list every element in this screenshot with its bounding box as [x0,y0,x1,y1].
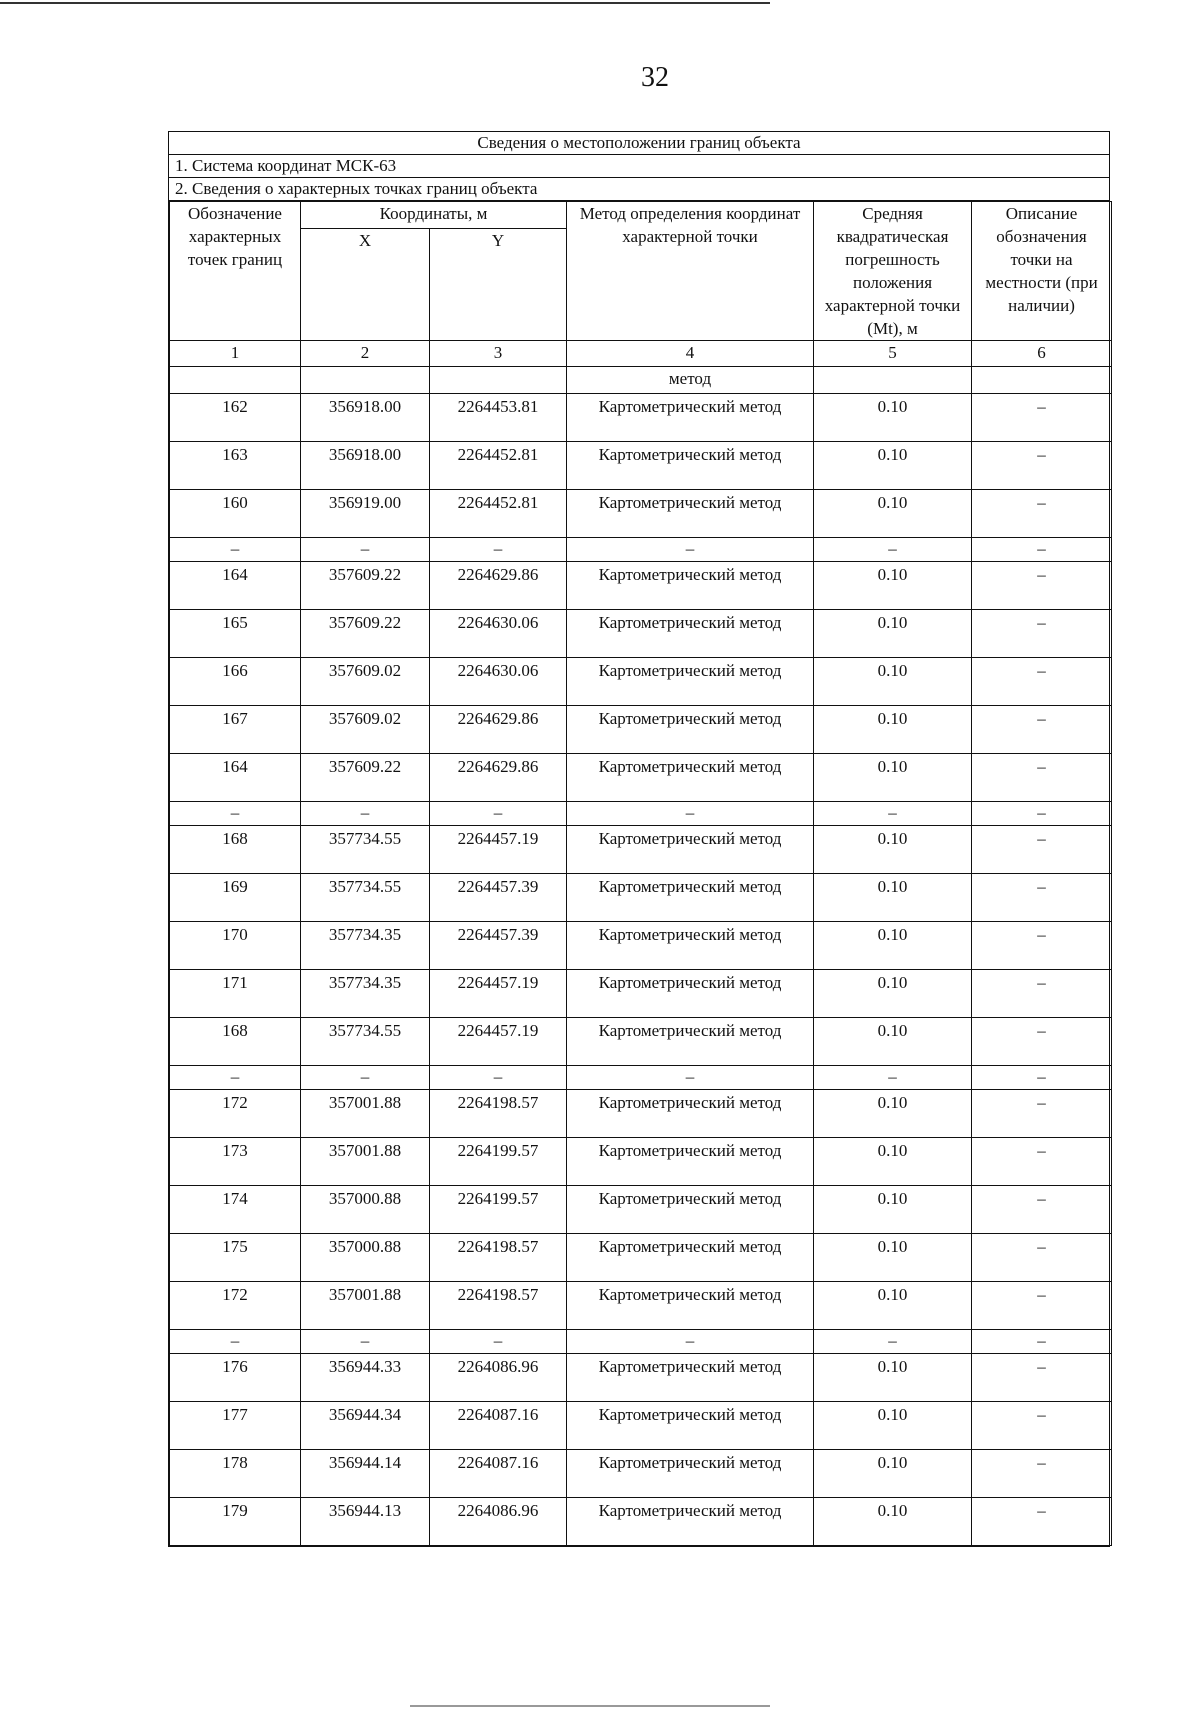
cell-point-id: 168 [170,826,301,874]
column-number: 5 [814,341,972,367]
table-row [170,442,1112,490]
cell-coord-y: – [430,538,567,562]
cell-coord-y: 2264457.39 [430,874,567,922]
cell-method: Картометрический метод [567,1234,814,1282]
sheet-title: Сведения о местоположении границ объекта [169,132,1109,155]
table-row [170,1138,1112,1186]
cell-coord-y: 2264457.39 [430,922,567,970]
cell-coord-x: – [301,802,430,826]
cell-method: Картометрический метод [567,826,814,874]
cell-coord-y: 2264630.06 [430,658,567,706]
cell-method: Картометрический метод [567,1450,814,1498]
cell-coord-x: 357734.35 [301,970,430,1018]
cell-mean-error: 0.10 [814,658,972,706]
cell-method: Картометрический метод [567,394,814,442]
cell-mean-error: 0.10 [814,1138,972,1186]
column-number: 4 [567,341,814,367]
cell-mean-error: 0.10 [814,826,972,874]
cell-point-id: 176 [170,1354,301,1402]
table-row [170,706,1112,754]
cell-coord-x: 357609.22 [301,610,430,658]
table-row [170,1450,1112,1498]
cell-method: Картометрический метод [567,1498,814,1546]
header-x: X [301,229,430,341]
cell-coord-y: 2264630.06 [430,610,567,658]
cell-method: Картометрический метод [567,874,814,922]
cell-description: – [972,442,1112,490]
table-row [170,1498,1112,1546]
cell-coord-x: – [301,1330,430,1354]
cell-coord-y: 2264198.57 [430,1282,567,1330]
cell-method: Картометрический метод [567,562,814,610]
scan-edge-top [0,2,770,4]
cell-point-id: 167 [170,706,301,754]
cell-description: – [972,874,1112,922]
table-row [170,1018,1112,1066]
cell-description: – [972,922,1112,970]
header-y: Y [430,229,567,341]
cell-mean-error: 0.10 [814,1234,972,1282]
cell-empty [430,367,567,394]
table-header-row-1 [170,202,1112,229]
cell-mean-error: 0.10 [814,610,972,658]
cell-coord-y: 2264629.86 [430,562,567,610]
cell-description: – [972,1402,1112,1450]
table-row [170,1282,1112,1330]
cell-method: Картометрический метод [567,1282,814,1330]
table-row [170,1090,1112,1138]
header-coordinates: Координаты, м [301,202,567,229]
continuation-row [170,367,1112,394]
page-number: 32 [641,62,669,93]
table-row [170,1234,1112,1282]
cell-coord-y: 2264199.57 [430,1186,567,1234]
cell-description: – [972,610,1112,658]
cell-method: Картометрический метод [567,490,814,538]
cell-description: – [972,658,1112,706]
cell-method: – [567,1330,814,1354]
cell-coord-y: 2264198.57 [430,1234,567,1282]
cell-coord-y: 2264457.19 [430,1018,567,1066]
cell-empty [301,367,430,394]
cell-mean-error: 0.10 [814,754,972,802]
cell-mean-error: – [814,802,972,826]
cell-coord-x: 357001.88 [301,1282,430,1330]
cell-coord-x: 356944.14 [301,1450,430,1498]
cell-coord-y: 2264087.16 [430,1450,567,1498]
cell-coord-x: 357734.35 [301,922,430,970]
cell-method: Картометрический метод [567,706,814,754]
cell-coord-x: 357609.22 [301,562,430,610]
column-number: 6 [972,341,1112,367]
cell-mean-error: – [814,1066,972,1090]
cell-coord-x: – [301,1066,430,1090]
cell-method: Картометрический метод [567,754,814,802]
cell-description: – [972,1330,1112,1354]
cell-mean-error: 0.10 [814,1402,972,1450]
cell-point-id: 163 [170,442,301,490]
header-designation: Обозначение характерных точек границ [170,202,301,341]
cell-point-id: 178 [170,1450,301,1498]
cell-coord-x: 356944.34 [301,1402,430,1450]
cell-empty [814,367,972,394]
cell-point-id: – [170,1066,301,1090]
cell-mean-error: 0.10 [814,562,972,610]
cell-coord-x: – [301,538,430,562]
cell-point-id: 168 [170,1018,301,1066]
cell-point-id: – [170,802,301,826]
cell-method: Картометрический метод [567,658,814,706]
cell-coord-x: 356944.13 [301,1498,430,1546]
table-row [170,610,1112,658]
coordinate-system-line: 1. Система координат МСК-63 [169,155,1109,178]
cell-point-id: 164 [170,754,301,802]
cell-description: – [972,1498,1112,1546]
cell-coord-x: 357609.02 [301,706,430,754]
cell-coord-x: 357001.88 [301,1090,430,1138]
cell-method: Картометрический метод [567,442,814,490]
cell-mean-error: 0.10 [814,922,972,970]
table-row [170,922,1112,970]
table-row [170,1186,1112,1234]
cell-point-id: – [170,538,301,562]
cell-point-id: 160 [170,490,301,538]
cell-description: – [972,1018,1112,1066]
cell-method: Картометрический метод [567,1354,814,1402]
cell-coord-x: 357734.55 [301,826,430,874]
table-row [170,874,1112,922]
cell-mean-error: 0.10 [814,970,972,1018]
cell-point-id: 164 [170,562,301,610]
cell-point-id: 173 [170,1138,301,1186]
cell-coord-y: – [430,802,567,826]
cell-description: – [972,538,1112,562]
cell-description: – [972,1354,1112,1402]
cell-coord-y: – [430,1066,567,1090]
cell-coord-y: 2264086.96 [430,1498,567,1546]
cell-empty [170,367,301,394]
cell-coord-x: 357000.88 [301,1234,430,1282]
cell-description: – [972,802,1112,826]
cell-point-id: 174 [170,1186,301,1234]
cell-method: – [567,1066,814,1090]
cell-coord-y: 2264457.19 [430,970,567,1018]
cell-method: Картометрический метод [567,610,814,658]
separator-row [170,1066,1112,1090]
cell-mean-error: – [814,1330,972,1354]
cell-description: – [972,1282,1112,1330]
cell-description: – [972,1066,1112,1090]
cell-coord-x: 356918.00 [301,442,430,490]
cell-coord-x: 357609.22 [301,754,430,802]
cell-method: Картометрический метод [567,1138,814,1186]
scan-edge-bottom [410,1705,770,1707]
cell-coord-x: 356919.00 [301,490,430,538]
table-row [170,562,1112,610]
cell-mean-error: 0.10 [814,1090,972,1138]
cell-coord-y: 2264629.86 [430,706,567,754]
separator-row [170,802,1112,826]
cell-coord-y: – [430,1330,567,1354]
cell-coord-x: 357609.02 [301,658,430,706]
cell-mean-error: 0.10 [814,394,972,442]
cell-point-id: 165 [170,610,301,658]
cell-mean-error: 0.10 [814,490,972,538]
cell-empty [972,367,1112,394]
column-number-row [170,341,1112,367]
boundary-points-sheet [168,131,1110,1547]
cell-point-id: 170 [170,922,301,970]
cell-description: – [972,1138,1112,1186]
cell-description: – [972,562,1112,610]
table-row [170,394,1112,442]
cell-mean-error: – [814,538,972,562]
cell-method: Картометрический метод [567,970,814,1018]
cell-point-id: 169 [170,874,301,922]
cell-mean-error: 0.10 [814,1282,972,1330]
table-row [170,490,1112,538]
cell-mean-error: 0.10 [814,1354,972,1402]
cell-coord-y: 2264452.81 [430,442,567,490]
cell-point-id: – [170,1330,301,1354]
cell-method: – [567,538,814,562]
table-row [170,754,1112,802]
cell-coord-x: 357734.55 [301,874,430,922]
cell-coord-y: 2264198.57 [430,1090,567,1138]
cell-coord-y: 2264453.81 [430,394,567,442]
cell-point-id: 172 [170,1090,301,1138]
cell-description: – [972,754,1112,802]
cell-mean-error: 0.10 [814,1186,972,1234]
header-error: Средняя квадратическая погрешность положения характерной точки (Mt), м [814,202,972,341]
points-section-line: 2. Сведения о характерных точках границ объекта [169,178,1109,201]
header-method: Метод определения координат характерной точки [567,202,814,341]
cell-coord-x: 356918.00 [301,394,430,442]
cell-method: – [567,802,814,826]
cell-coord-y: 2264452.81 [430,490,567,538]
table-row [170,826,1112,874]
cell-mean-error: 0.10 [814,1498,972,1546]
cell-mean-error: 0.10 [814,1018,972,1066]
cell-description: – [972,970,1112,1018]
cell-coord-y: 2264457.19 [430,826,567,874]
header-description: Описание обозначения точки на местности (при наличии) [972,202,1112,341]
table-row [170,1354,1112,1402]
cell-point-id: 175 [170,1234,301,1282]
separator-row [170,538,1112,562]
continuation-method: метод [567,367,814,394]
table-row [170,1402,1112,1450]
points-table [169,201,1112,1546]
cell-method: Картометрический метод [567,922,814,970]
cell-description: – [972,1450,1112,1498]
cell-coord-x: 357734.55 [301,1018,430,1066]
cell-method: Картометрический метод [567,1018,814,1066]
cell-description: – [972,1186,1112,1234]
cell-point-id: 179 [170,1498,301,1546]
cell-mean-error: 0.10 [814,706,972,754]
cell-description: – [972,826,1112,874]
cell-coord-x: 357000.88 [301,1186,430,1234]
cell-coord-y: 2264199.57 [430,1138,567,1186]
cell-description: – [972,490,1112,538]
cell-description: – [972,1234,1112,1282]
cell-point-id: 171 [170,970,301,1018]
cell-mean-error: 0.10 [814,874,972,922]
cell-description: – [972,706,1112,754]
cell-description: – [972,394,1112,442]
separator-row [170,1330,1112,1354]
cell-method: Картометрический метод [567,1402,814,1450]
table-row [170,658,1112,706]
cell-method: Картометрический метод [567,1090,814,1138]
cell-coord-x: 356944.33 [301,1354,430,1402]
cell-coord-y: 2264629.86 [430,754,567,802]
cell-point-id: 162 [170,394,301,442]
table-row [170,970,1112,1018]
column-number: 1 [170,341,301,367]
cell-mean-error: 0.10 [814,1450,972,1498]
cell-point-id: 166 [170,658,301,706]
cell-point-id: 177 [170,1402,301,1450]
cell-coord-y: 2264086.96 [430,1354,567,1402]
cell-mean-error: 0.10 [814,442,972,490]
cell-method: Картометрический метод [567,1186,814,1234]
cell-coord-x: 357001.88 [301,1138,430,1186]
cell-description: – [972,1090,1112,1138]
cell-point-id: 172 [170,1282,301,1330]
cell-coord-y: 2264087.16 [430,1402,567,1450]
column-number: 2 [301,341,430,367]
column-number: 3 [430,341,567,367]
